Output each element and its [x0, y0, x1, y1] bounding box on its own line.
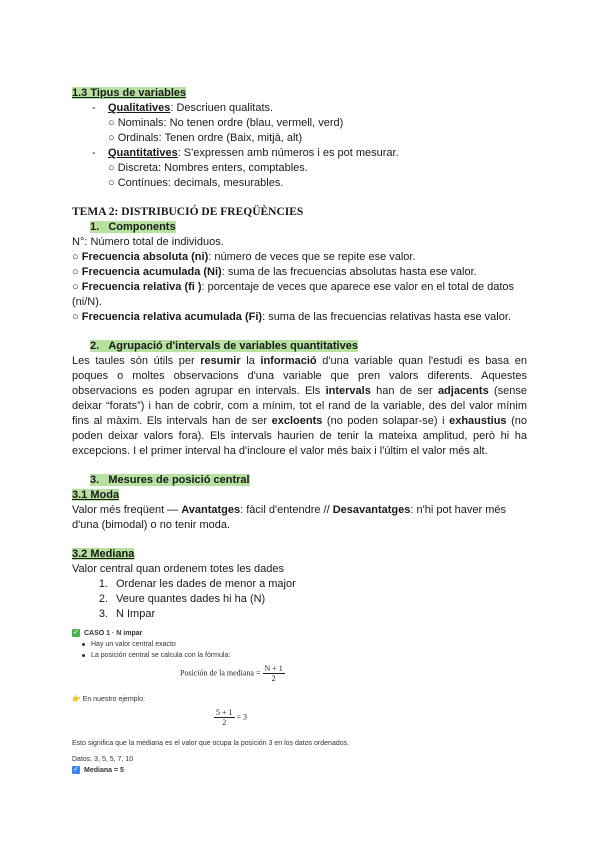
moda-text: Valor més freqüent — Avantatges: fàcil d'entendre // Desavantatges: n'hi pot haver més: [72, 504, 507, 516]
mediana-step-1: 1. Ordenar les dades de menor a major: [98, 578, 296, 590]
pointing-hand-icon: 👉: [72, 696, 81, 703]
discreta-item: ○ Discreta: Nombres enters, comptables.: [108, 162, 308, 174]
moda-heading: 3.1 Moda: [72, 489, 120, 501]
nominal-item: ○ Nominals: No tenen ordre (blau, vermell, verd): [108, 117, 344, 129]
caso-bullet-2: La posición central se calcula con la fórmula:: [72, 650, 527, 661]
freq-relativa: ○ Frecuencia relativa (fi ): porcentaje de veces que aparece ese valor en el total de datos: [72, 281, 515, 293]
caso-embedded-image: [72, 628, 527, 778]
mediana-step-2: 2. Veure quantes dades hi ha (N): [98, 593, 266, 605]
n-definition: N°: Número total de individuos.: [72, 236, 224, 248]
caso-title: ✓ CASO 1 · N impar: [73, 629, 143, 637]
freq-absoluta: ○ Frecuencia absoluta (ni): número de veces que se repite ese valor.: [72, 251, 416, 263]
components-heading: 1. Components: [90, 221, 176, 233]
qualitatives-item: - Qualitatives: Descriuen qualitats.: [92, 102, 274, 114]
checkmark-icon: ✓: [73, 629, 79, 637]
agrupacio-paragraph: Les taules són útils per resumir la informació d'una variable quan l'estudi es basa en poques o moltes observacions d'una variable que pren valors diferents. Aquestes observacions es poden agrupar en intervals. Els intervals han de ser adjacents (sense deixar “forats”) i han de cobrir, com a mínim, tot el rand de la variable, des del valor mínim fins al màxim. Els intervals han de ser excloents (no poden solapar-se) i exhaustius (no poden deixar valors fora). Els intervals haurien de tenir la mateixa amplitud, però hi ha excepcions. I el primer interval ha d'incloure el valor més baix i l'últim el valor més alt.: [72, 355, 528, 457]
agrupacio-heading: 2. Agrupació d'intervals de variables quantitatives: [90, 340, 358, 352]
continua-item: ○ Contínues: decimals, mesurables.: [108, 177, 284, 189]
caso-data: Datos: 3, 5, 5, 7, 10: [72, 756, 134, 763]
median-formula: Posición de la mediana = $\frac{N + 1}{2}$: [180, 664, 283, 683]
mesures-heading: 3. Mesures de posició central: [90, 474, 250, 486]
tema2-title: TEMA 2: DISTRIBUCIÓ DE FREQÜÈNCIES: [72, 206, 304, 218]
document-page: [72, 86, 527, 778]
freq-acumulada: ○ Frecuencia acumulada (Ni): suma de las frecuencias absolutas hasta ese valor.: [72, 266, 477, 278]
caso-example: 👉 En nuestro ejemplo:: [72, 696, 145, 703]
mediana-step-3: 3. N Impar: [98, 608, 156, 620]
freq-relativa-acumulada: ○ Frecuencia relativa acumulada (Fi): suma de las frecuencias relativas hasta ese valor.: [72, 311, 511, 323]
quantitatives-item: - Quantitatives: S'expressen amb números i es pot mesurar.: [92, 147, 399, 159]
mediana-intro: Valor central quan ordenem totes les dades: [72, 563, 284, 575]
freq-relativa-cont: (ni/N).: [72, 296, 102, 308]
section-heading-1-3: 1.3 Tipus de variables: [72, 87, 187, 99]
caso-result: ✓ Mediana = 5: [73, 766, 124, 774]
example-formula: $\frac{5 + 1}{2}$ = 3: [216, 708, 248, 727]
caso-bullet-1: Hay un valor central exacto: [72, 639, 527, 650]
caso-conclusion: Esto significa que la mediana es el valor que ocupa la posición 3 en los datos ordenados.: [72, 740, 350, 747]
mediana-heading: 3.2 Mediana: [72, 548, 135, 560]
checkbox-icon: ✓: [73, 766, 79, 774]
ordinal-item: ○ Ordinals: Tenen ordre (Baix, mitjà, alt): [108, 132, 303, 144]
moda-text-cont: d'una (bimodal) o no tenir moda.: [72, 519, 231, 531]
